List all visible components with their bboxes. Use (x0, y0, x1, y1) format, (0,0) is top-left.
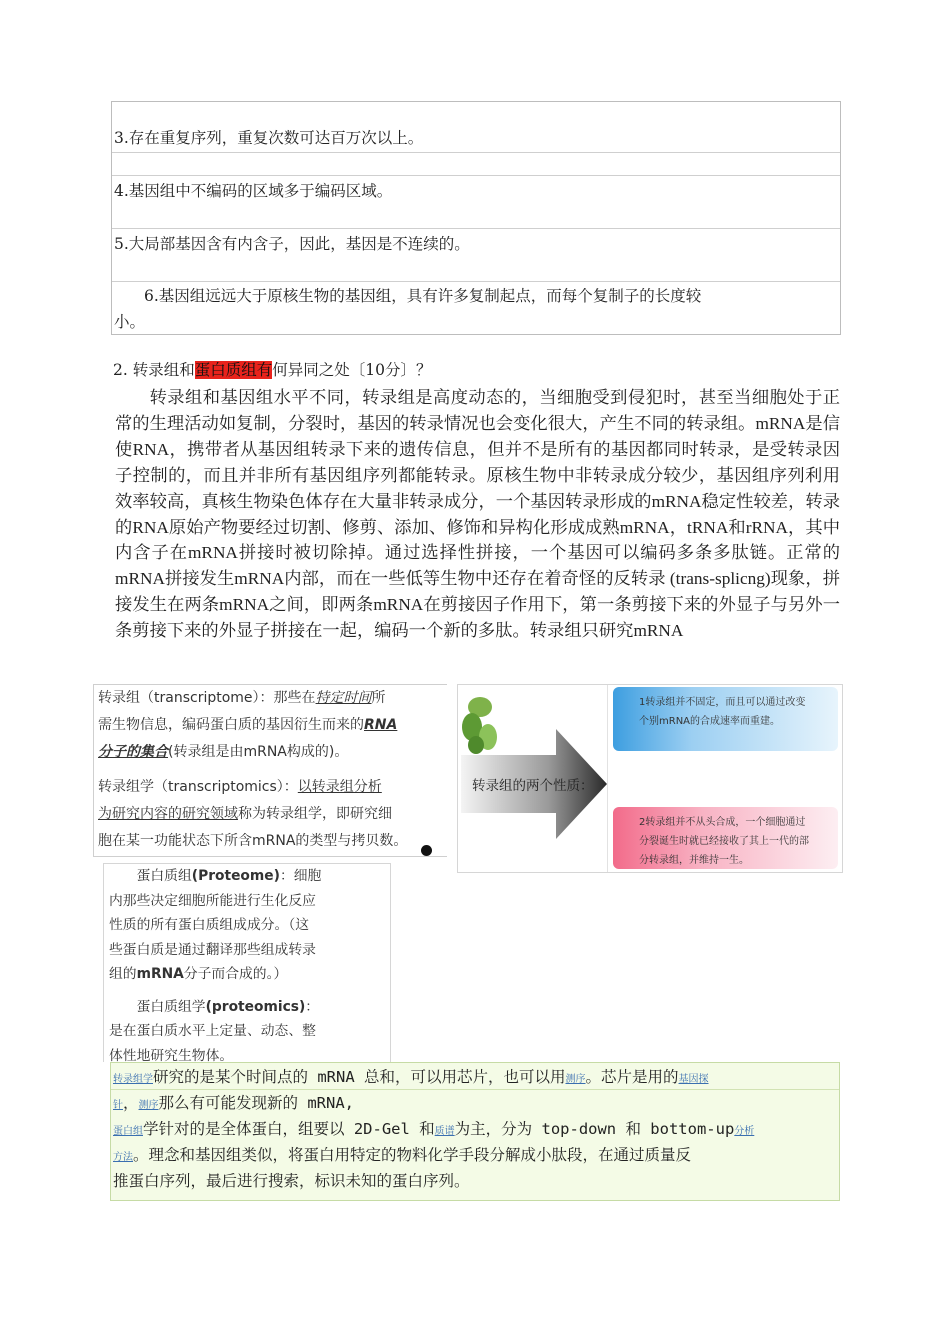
note-text: 研究的是某个时间点的 mRNA 总和，可以用芯片，也可以用 (153, 1068, 566, 1086)
property-1-line1: 1转录组并不固定，而且可以通过改变 (639, 697, 806, 708)
question-heading (113, 358, 431, 382)
note-text: ， (123, 1094, 139, 1112)
property-2-box (613, 807, 838, 869)
list-item-5: 5.大局部基因含有内含子，因此，基因是不连续的。 (114, 235, 470, 253)
property-2-line3: 分转录组，并维持一生。 (639, 855, 749, 866)
highlighted-term: 蛋白质组有 (194, 361, 273, 379)
note-line-3 (113, 1117, 835, 1139)
note-text: 学针对的是全体蛋白，组要以 2D-Gel 和 (143, 1120, 435, 1138)
numbered-features-table (111, 101, 841, 335)
divider-line (607, 685, 608, 872)
fig3-line1: 蛋白质组(Proteome)：细胞 (136, 868, 322, 884)
note-text: 。理念和基因组类似，将蛋白用特定的物料化学手段分解成小肽段，在通过质量反 (133, 1146, 692, 1164)
link-analysis[interactable]: 分析 (734, 1126, 755, 1137)
link-sequencing-2[interactable]: 测序 (138, 1100, 159, 1111)
property-2-line1: 2转录组并不从头合成，一个细胞通过 (639, 817, 806, 828)
note-text: 推蛋白序列，最后进行搜索，标识未知的蛋白序列。 (113, 1172, 470, 1190)
list-item-6-line1: 6.基因组远远大于原核生物的基因组，具有许多复制起点，而每个复制子的长度较 (144, 287, 702, 305)
fig3-line4: 些蛋白质是通过翻译那些组成转录 (109, 941, 316, 958)
bullet-dot-icon (421, 845, 432, 856)
question-suffix: 何异同之处〔10分〕？ (272, 361, 432, 379)
fig1-line1: 转录组（transcriptome）：那些在特定时间所 (98, 690, 386, 706)
fig3-line3: 性质的所有蛋白质组成成分。（这 (109, 917, 310, 933)
fig1-line6: 胞在某一功能状态下所含mRNA的类型与拷贝数。 (98, 833, 408, 849)
note-text: 。芯片是用的 (585, 1068, 679, 1086)
fig1-line4: 转录组学（transcriptomics）：以转录组分析 (98, 779, 382, 795)
transcriptome-properties-figure (457, 684, 843, 873)
fig3-line5: 组的mRNA分子而合成的。） (109, 966, 288, 982)
row-item-6 (112, 282, 840, 334)
fig3-line7: 是在蛋白质水平上定量、动态、整 (109, 1023, 316, 1039)
link-sequencing[interactable]: 测序 (565, 1074, 586, 1085)
fig3-line8: 体性地研究生物体。 (109, 1047, 234, 1062)
proteome-definition-figure (103, 863, 391, 1062)
link-mass-spec[interactable]: 质谱 (434, 1126, 455, 1137)
fig1-line2: 需生物信息，编码蛋白质的基因衍生而来的RNA (98, 717, 398, 733)
list-item-4: 4.基因组中不编码的区域多于编码区域。 (114, 182, 393, 200)
row-spacer-top (112, 102, 840, 153)
list-item-6-line2: 小。 (114, 313, 146, 331)
note-separator (111, 1089, 839, 1090)
property-1-box (613, 687, 838, 751)
list-item-3: 3.存在重复序列，重复次数可达百万次以上。 (114, 129, 424, 147)
note-text: 为主，分为 top-down 和 bottom-up (454, 1120, 735, 1138)
comparison-note-box (110, 1062, 840, 1201)
answer-paragraph: 转录组和基因组水平不同，转录组是高度动态的，当细胞受到侵犯时，甚至当细胞处于正常的生理活动如复制，分裂时，基因的转录情况也会变化很大，产生不同的转录组。mRNA是信使RNA，携带者从基因组转录下来的遗传信息，但并不是所有的基因都同时转录，是受转录因子控制的，而且并非所有基因组序列都能转录。原核生物中非转录成分较少，基因组序列利用效率较高，真核生物染色体存在大量非转录成分，一个基因转录形成的mRNA稳定性较差，转录的RNA原始产物要经过切割、修剪、添加、修饰和异构化形成成熟mRNA，tRNA和rRNA，其中内含子在mRNA拼接时被切除掉。通过选择性拼接，一个基因可以编码多条多肽链。正常的mRNA拼接发生mRNA内部，而在一些低等生物中还存在着奇怪的反转录 (trans-splicng)现象，拼接发生在两条mRNA之间，即两条mRNA在剪接因子作用下，第一条剪接下来的外显子与另外一条剪接下来的外显子拼接在一起，编码一个新的多肽。转录组只研究mRNA (115, 388, 840, 641)
row-spacer (112, 153, 840, 176)
note-line-4 (113, 1143, 835, 1165)
fig3-line2: 内那些决定细胞所能进行生化反应 (109, 892, 316, 909)
properties-label: 转录组的两个性质： (472, 778, 594, 794)
note-line-2 (113, 1091, 835, 1113)
transcriptome-definition-figure (93, 684, 447, 857)
link-analysis-method[interactable]: 方法 (113, 1152, 133, 1163)
fig1-line3: 分子的集合(转录组是由mRNA构成的)。 (98, 744, 349, 760)
row-item-5 (112, 229, 840, 282)
question-prefix: 2. 转录组和 (113, 361, 195, 379)
property-1-line2: 个别mRNA的合成速率而重建。 (639, 716, 781, 727)
link-gene-probe-cont[interactable]: 针 (113, 1100, 123, 1111)
link-gene-probe[interactable]: 基因探 (678, 1074, 709, 1085)
property-2-line2: 分裂诞生时就已经接收了其上一代的部 (639, 836, 809, 847)
link-transcriptomics[interactable]: 转录组学 (113, 1074, 153, 1085)
fig3-line6: 蛋白质组学(proteomics)： (136, 998, 320, 1015)
note-text: 那么有可能发现新的 mRNA, (158, 1094, 355, 1112)
fig1-line5: 为研究内容的研究领域称为转录组学，即研究细 (98, 806, 392, 822)
note-line-5 (113, 1169, 835, 1191)
link-proteome[interactable]: 蛋白组 (113, 1126, 143, 1137)
note-line-1 (113, 1065, 835, 1087)
row-item-4 (112, 176, 840, 229)
